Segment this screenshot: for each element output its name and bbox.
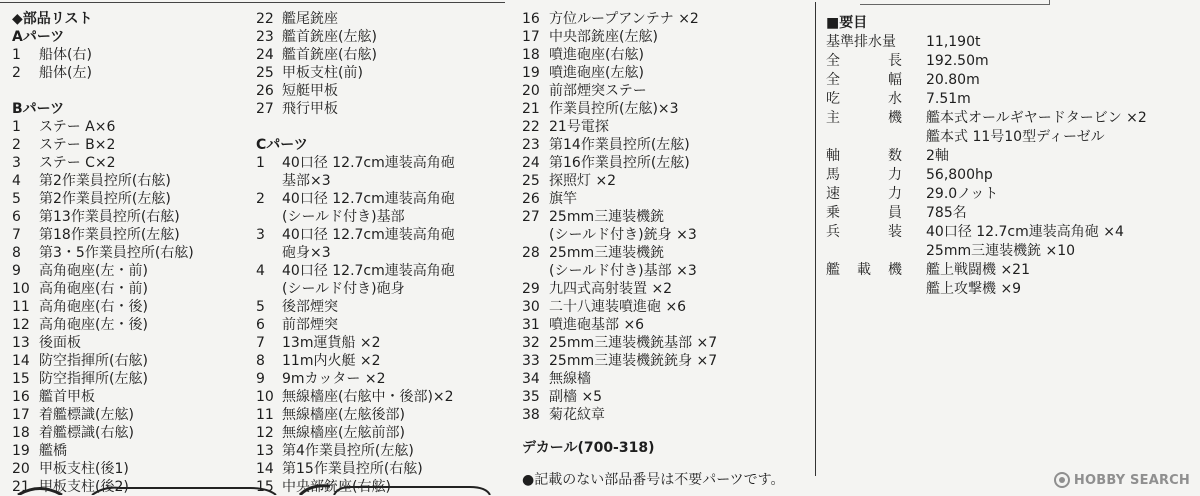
part-name: 旗竿 — [549, 191, 577, 207]
part-name: ステー A×6 — [39, 119, 116, 135]
spec-value: 20.80m — [926, 72, 980, 88]
part-row — [12, 316, 252, 334]
part-name: 25mm三連装機銃 — [549, 209, 665, 225]
part-row — [522, 154, 812, 172]
c-parts-list-second — [522, 10, 812, 424]
spec-row — [826, 166, 1194, 185]
part-row — [12, 424, 252, 442]
part-row — [12, 244, 252, 262]
part-row — [256, 424, 518, 442]
part-name: 第2作業員控所(右舷) — [39, 173, 171, 189]
part-row — [12, 352, 252, 370]
column-divider — [815, 2, 816, 476]
part-number: 15 — [12, 371, 30, 387]
a-parts-heading: Aパーツ — [12, 29, 65, 45]
part-row — [256, 28, 518, 46]
part-number: 29 — [522, 281, 540, 297]
spec-value: 11,190t — [926, 34, 981, 50]
parts-list-title: ◆部品リスト — [12, 11, 93, 27]
top-border — [0, 0, 1200, 7]
part-number: 18 — [12, 425, 30, 441]
parts-column-2 — [256, 10, 518, 496]
part-number: 20 — [522, 83, 540, 99]
part-number: 38 — [522, 407, 540, 423]
part-name: 甲板支柱(前) — [282, 65, 363, 81]
part-name: 艦首銃座(左舷) — [282, 29, 377, 45]
part-name: 防空指揮所(右舷) — [39, 353, 148, 369]
part-number: 17 — [522, 29, 540, 45]
b-parts-heading: Bパーツ — [12, 101, 65, 117]
part-name: 第2作業員控所(左舷) — [39, 191, 171, 207]
part-name: 飛行甲板 — [282, 101, 338, 117]
part-row — [12, 388, 252, 406]
part-row — [256, 298, 518, 316]
spec-label — [826, 147, 926, 166]
part-row — [256, 154, 518, 172]
part-number: 11 — [12, 299, 30, 315]
spec-value: 785名 — [926, 205, 967, 221]
part-row — [256, 226, 518, 244]
part-number: 16 — [12, 389, 30, 405]
spec-label-text: 吃 水 — [826, 91, 902, 107]
part-number: 19 — [12, 443, 30, 459]
part-name: 40口径 12.7cm連装高角砲 — [282, 227, 455, 243]
part-name: 噴進砲座(左舷) — [549, 65, 644, 81]
spec-label-text: 全 幅 — [826, 72, 902, 88]
part-row — [256, 10, 518, 28]
part-number: 19 — [522, 65, 540, 81]
part-number: 5 — [12, 191, 21, 207]
part-name: 噴進砲座(右舷) — [549, 47, 644, 63]
spec-label-text: 兵 装 — [826, 224, 902, 240]
part-row — [12, 334, 252, 352]
part-row — [256, 46, 518, 64]
part-name: 噴進砲基部 ×6 — [549, 317, 645, 333]
part-name: 13m運貨船 ×2 — [282, 335, 381, 351]
part-name: 甲板支柱(後1) — [39, 461, 129, 477]
part-row — [12, 406, 252, 424]
spec-label — [826, 185, 926, 204]
part-row — [256, 460, 518, 478]
part-row — [12, 190, 252, 208]
part-number: 6 — [12, 209, 21, 225]
part-row — [522, 334, 812, 352]
part-name: 無線檣座(左舷前部) — [282, 425, 405, 441]
part-name: 艦首銃座(右舷) — [282, 47, 377, 63]
part-row — [522, 280, 812, 298]
part-number: 10 — [12, 281, 30, 297]
part-row — [256, 262, 518, 280]
parts-column-1 — [12, 10, 252, 496]
part-number: 30 — [522, 299, 540, 315]
part-row — [522, 388, 812, 406]
part-name: 第13作業員控所(右舷) — [39, 209, 180, 225]
part-number: 14 — [256, 461, 274, 477]
spec-label-text: 主 機 — [826, 110, 902, 126]
spec-value: 40口径 12.7cm連装高角砲 ×4 — [926, 224, 1124, 240]
part-row — [12, 226, 252, 244]
part-name: 25mm三連装機銃銃身 ×7 — [549, 353, 718, 369]
part-number: 22 — [256, 11, 274, 27]
part-number: 13 — [256, 443, 274, 459]
part-row — [522, 244, 812, 262]
spec-label-text: 艦 載 機 — [826, 262, 902, 278]
part-number: 2 — [12, 65, 21, 81]
part-name: 40口径 12.7cm連装高角砲 — [282, 191, 455, 207]
part-row — [12, 460, 252, 478]
spec-row — [826, 109, 1194, 128]
spec-value-continued: 艦上攻撃機 ×9 — [926, 281, 1022, 297]
specs-list — [826, 33, 1194, 299]
part-name: 9mカッター ×2 — [282, 371, 386, 387]
part-number: 34 — [522, 371, 540, 387]
part-number: 10 — [256, 389, 274, 405]
part-row — [256, 64, 518, 82]
part-number: 22 — [522, 119, 540, 135]
part-name: 船体(左) — [39, 65, 92, 81]
part-name: 第14作業員控所(左舷) — [549, 137, 690, 153]
part-name: 船体(右) — [39, 47, 92, 63]
part-row — [522, 28, 812, 46]
part-name-continued: (シールド付き)基部 ×3 — [549, 263, 697, 279]
part-number: 1 — [12, 47, 21, 63]
part-number: 27 — [256, 101, 274, 117]
part-name: 25mm三連装機銃基部 ×7 — [549, 335, 718, 351]
part-name: 作業員控所(左舷)×3 — [549, 101, 679, 117]
part-number: 15 — [256, 479, 274, 495]
part-name: 無線檣 — [549, 371, 591, 387]
part-row — [522, 136, 812, 154]
spec-row — [826, 90, 1194, 109]
part-row — [522, 118, 812, 136]
part-name: 着艦標識(右舷) — [39, 425, 134, 441]
part-row — [256, 442, 518, 460]
part-number: 3 — [12, 155, 21, 171]
part-row — [256, 370, 518, 388]
part-number: 7 — [256, 335, 265, 351]
part-name: 短艇甲板 — [282, 83, 338, 99]
part-name: 防空指揮所(左舷) — [39, 371, 148, 387]
b-parts-list-second — [256, 10, 518, 118]
c-parts-list-first — [256, 154, 518, 496]
part-name: 高角砲座(左・後) — [39, 317, 148, 333]
part-row — [256, 388, 518, 406]
part-name: 無線檣座(左舷後部) — [282, 407, 405, 423]
part-number: 4 — [256, 263, 265, 279]
part-name: 後部煙突 — [282, 299, 338, 315]
spec-value: 艦本式オールギヤードタービン ×2 — [926, 110, 1147, 126]
part-number: 7 — [12, 227, 21, 243]
spec-value-continued: 25mm三連装機銃 ×10 — [926, 243, 1076, 259]
spec-label-text: 速 力 — [826, 186, 902, 202]
part-number: 17 — [12, 407, 30, 423]
spec-row — [826, 204, 1194, 223]
part-row — [522, 370, 812, 388]
part-number: 4 — [12, 173, 21, 189]
part-row — [12, 280, 252, 298]
part-row — [522, 298, 812, 316]
part-row — [12, 64, 252, 82]
part-number: 3 — [256, 227, 265, 243]
part-name: 着艦標識(左舷) — [39, 407, 134, 423]
part-name: 第3・5作業員控所(右舷) — [39, 245, 194, 261]
part-row — [256, 352, 518, 370]
spec-value: 29.0ノット — [926, 186, 999, 202]
part-number: 21 — [522, 101, 540, 117]
part-name: 副檣 ×5 — [549, 389, 603, 405]
spec-row — [826, 223, 1194, 242]
part-name: 40口径 12.7cm連装高角砲 — [282, 263, 455, 279]
spec-label-text: 馬 力 — [826, 167, 902, 183]
part-number: 32 — [522, 335, 540, 351]
part-row — [12, 154, 252, 172]
c-parts-heading: Cパーツ — [256, 137, 308, 153]
part-row — [12, 442, 252, 460]
part-name: 二十八連装噴進砲 ×6 — [549, 299, 687, 315]
part-row — [12, 118, 252, 136]
part-row — [256, 190, 518, 208]
part-number: 26 — [256, 83, 274, 99]
part-row — [522, 82, 812, 100]
part-name: 第4作業員控所(左舷) — [282, 443, 414, 459]
spec-label-text: 乗 員 — [826, 205, 902, 221]
part-number: 23 — [522, 137, 540, 153]
part-name: 艦橋 — [39, 443, 67, 459]
spec-value: 艦上戦闘機 ×21 — [926, 262, 1030, 278]
part-row — [522, 64, 812, 82]
part-name: 無線檣座(右舷中・後部)×2 — [282, 389, 454, 405]
b-parts-list-first — [12, 118, 252, 496]
part-number: 2 — [12, 137, 21, 153]
part-name-continued: (シールド付き)基部 — [282, 209, 405, 225]
spec-label-text: 軸 数 — [826, 148, 902, 164]
part-name: 艦首甲板 — [39, 389, 95, 405]
bottom-edge-graphics — [0, 478, 1200, 495]
part-row — [522, 190, 812, 208]
part-number: 1 — [256, 155, 265, 171]
part-name: 九四式高射装置 ×2 — [549, 281, 673, 297]
part-name: 中央部銃座(左舷) — [549, 29, 658, 45]
part-number: 12 — [256, 425, 274, 441]
part-row — [256, 334, 518, 352]
part-number: 18 — [522, 47, 540, 63]
part-name: 艦尾銃座 — [282, 11, 338, 27]
part-number: 14 — [12, 353, 30, 369]
part-number: 25 — [522, 173, 540, 189]
part-row — [522, 46, 812, 64]
unused-parts-note: ●記載のない部品番号は不要パーツです。 — [522, 472, 785, 488]
part-number: 24 — [256, 47, 274, 63]
part-name: 11m内火艇 ×2 — [282, 353, 381, 369]
part-row — [12, 262, 252, 280]
part-name: 甲板支柱(後2) — [39, 479, 129, 495]
part-row — [522, 10, 812, 28]
part-name: 探照灯 ×2 — [549, 173, 617, 189]
part-number: 9 — [256, 371, 265, 387]
part-number: 20 — [12, 461, 30, 477]
part-name: 前部煙突ステー — [549, 83, 647, 99]
specs-panel — [826, 14, 1194, 299]
part-number: 13 — [12, 335, 30, 351]
part-number: 26 — [522, 191, 540, 207]
part-name: 菊花紋章 — [549, 407, 605, 423]
part-row — [12, 172, 252, 190]
spec-label — [826, 204, 926, 223]
part-name: ステー C×2 — [39, 155, 116, 171]
part-name-continued: (シールド付き)銃身 ×3 — [549, 227, 697, 243]
spec-row — [826, 147, 1194, 166]
spec-value-continued: 艦本式 11号10型ディーゼル — [926, 129, 1105, 145]
spec-value: 56,800hp — [926, 167, 993, 183]
specs-title: ■要目 — [826, 15, 868, 31]
part-name: 21号電探 — [549, 119, 609, 135]
spec-row — [826, 185, 1194, 204]
spec-label — [826, 52, 926, 71]
part-row — [12, 370, 252, 388]
part-number: 12 — [12, 317, 30, 333]
top-rule-right — [860, 4, 1050, 5]
part-number: 16 — [522, 11, 540, 27]
spec-row — [826, 261, 1194, 280]
part-number: 8 — [256, 353, 265, 369]
part-name-continued: 砲身×3 — [282, 245, 331, 261]
part-row — [522, 316, 812, 334]
part-name: 第16作業員控所(左舷) — [549, 155, 690, 171]
part-row — [12, 208, 252, 226]
a-parts-list — [12, 46, 252, 82]
part-number: 8 — [12, 245, 21, 261]
part-name: 第18作業員控所(左舷) — [39, 227, 180, 243]
part-number: 1 — [12, 119, 21, 135]
spec-row — [826, 52, 1194, 71]
part-row — [256, 316, 518, 334]
part-name: 高角砲座(右・前) — [39, 281, 148, 297]
parts-column-3 — [522, 10, 812, 490]
part-row — [256, 82, 518, 100]
part-row — [522, 100, 812, 118]
part-name: 後面板 — [39, 335, 81, 351]
decal-label: デカール(700-318) — [522, 440, 655, 456]
spec-value: 2軸 — [926, 148, 949, 164]
part-row — [12, 298, 252, 316]
part-number: 6 — [256, 317, 265, 333]
part-number: 11 — [256, 407, 274, 423]
part-number: 21 — [12, 479, 30, 495]
part-row — [522, 352, 812, 370]
part-row — [256, 100, 518, 118]
part-name: 40口径 12.7cm連装高角砲 — [282, 155, 455, 171]
top-rule-left — [0, 2, 505, 3]
part-row — [522, 406, 812, 424]
spec-row — [826, 33, 1194, 52]
part-number: 23 — [256, 29, 274, 45]
part-row — [522, 172, 812, 190]
part-name-continued: (シールド付き)砲身 — [282, 281, 405, 297]
part-row — [12, 136, 252, 154]
part-row — [256, 406, 518, 424]
part-name-continued: 基部×3 — [282, 173, 331, 189]
part-number: 31 — [522, 317, 540, 333]
spec-label — [826, 90, 926, 109]
part-number: 24 — [522, 155, 540, 171]
spec-value: 192.50m — [926, 53, 989, 69]
part-name: 高角砲座(右・後) — [39, 299, 148, 315]
part-name: 中央部銃座(右舷) — [282, 479, 391, 495]
part-number: 33 — [522, 353, 540, 369]
part-name: 前部煙突 — [282, 317, 338, 333]
spec-label-text: 全 長 — [826, 53, 902, 69]
spec-label — [826, 109, 926, 128]
part-row — [522, 208, 812, 226]
part-number: 5 — [256, 299, 265, 315]
part-number: 28 — [522, 245, 540, 261]
spec-value: 7.51m — [926, 91, 971, 107]
spec-label-text: 基準排水量 — [826, 34, 896, 50]
part-name: ステー B×2 — [39, 137, 116, 153]
spec-label — [826, 166, 926, 185]
part-name: 高角砲座(左・前) — [39, 263, 148, 279]
part-name: 25mm三連装機銃 — [549, 245, 665, 261]
part-row — [12, 46, 252, 64]
watermark-text: HOBBY SEARCH — [1073, 472, 1190, 488]
part-number: 2 — [256, 191, 265, 207]
part-number: 9 — [12, 263, 21, 279]
spec-label — [826, 33, 926, 52]
part-number: 25 — [256, 65, 274, 81]
part-name: 第15作業員控所(右舷) — [282, 461, 423, 477]
spec-label — [826, 261, 926, 280]
part-number: 35 — [522, 389, 540, 405]
part-name: 方位ループアンテナ ×2 — [549, 11, 699, 27]
part-number: 27 — [522, 209, 540, 225]
spec-label — [826, 71, 926, 90]
spec-row — [826, 71, 1194, 90]
spec-label — [826, 223, 926, 242]
